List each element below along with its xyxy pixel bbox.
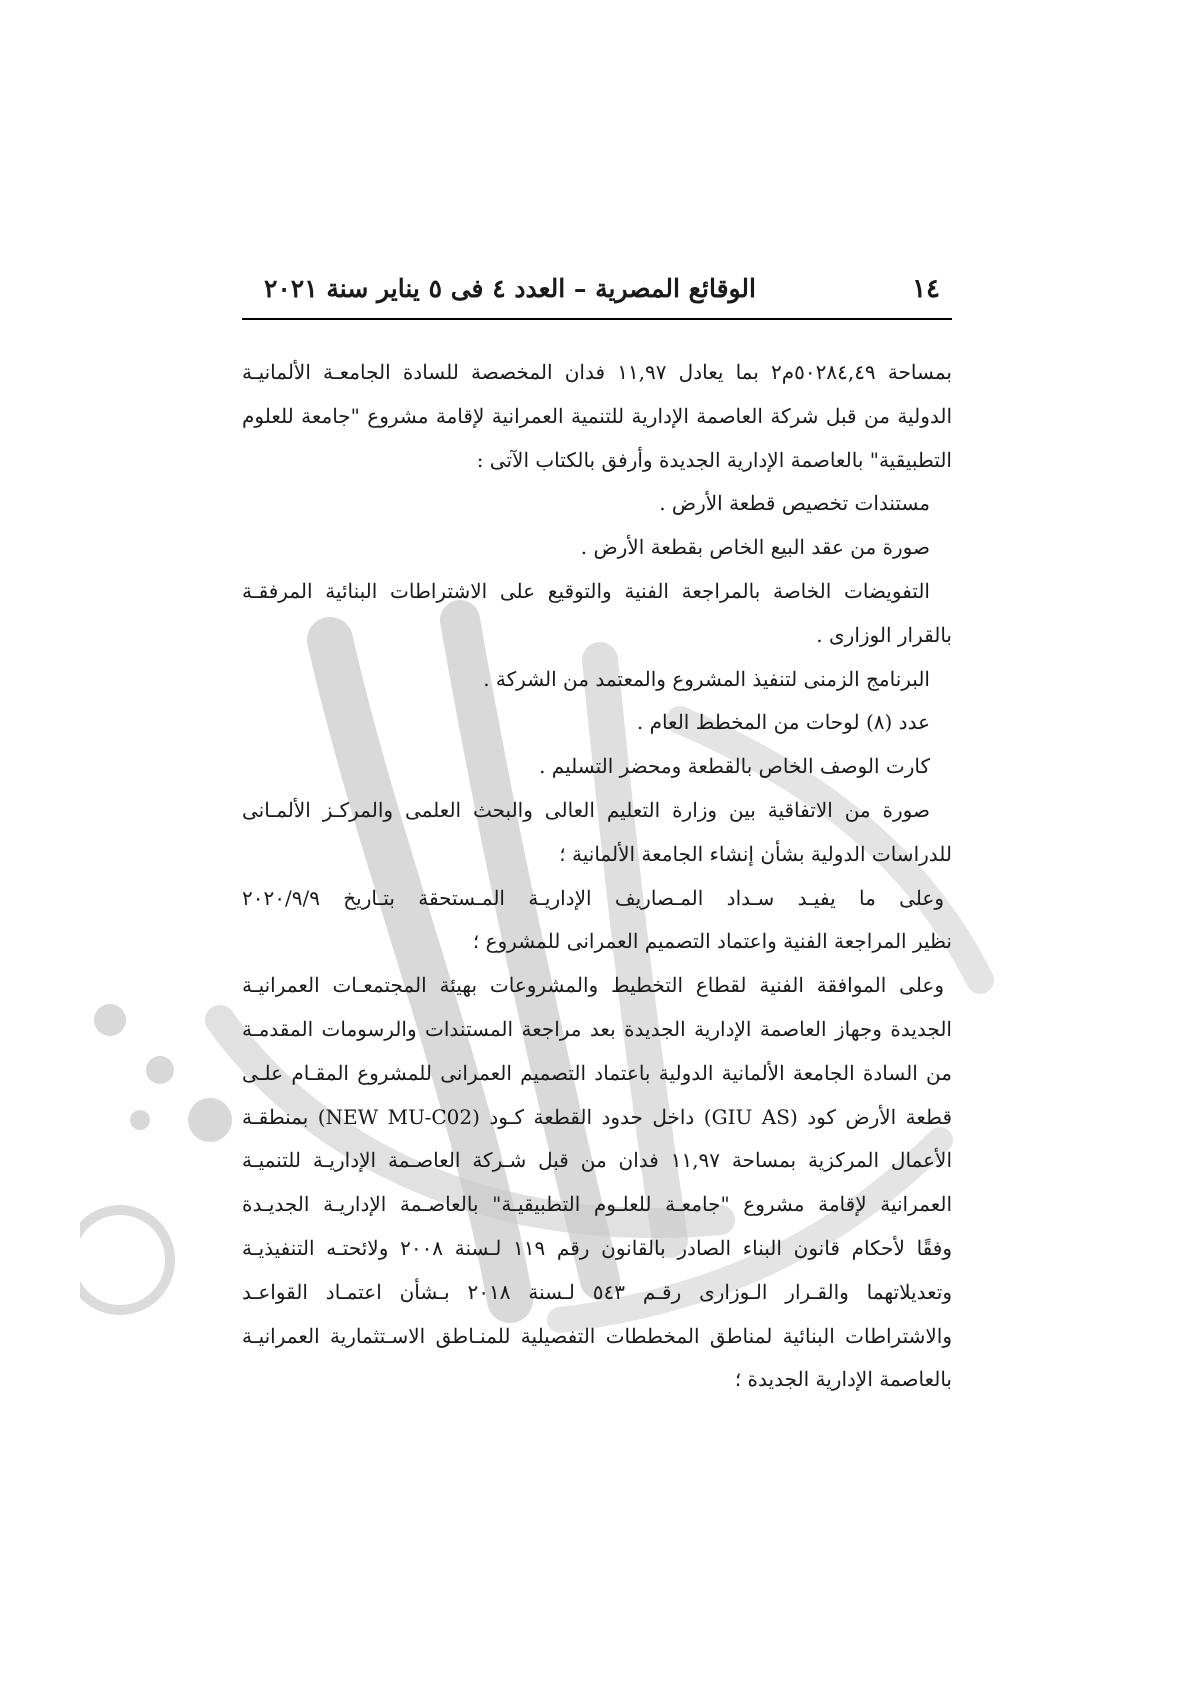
text-line: قطعة الأرض كود (GIU AS) داخل حدود القطعة كـود (NEW MU-C02) بمنطقـة bbox=[242, 1104, 953, 1129]
text-line: للدراسات الدولية بشأن إنشاء الجامعة الألمانية ؛ bbox=[559, 841, 952, 866]
document-body bbox=[242, 351, 952, 1402]
list-item: البرنامج الزمنى لتنفيذ المشروع والمعتمد من الشركة . bbox=[483, 666, 930, 691]
paragraph-start: وعلى الموافقة الفنية لقطاع التخطيط والمشروعات بهيئة المجتمعـات العمرانيـة bbox=[242, 973, 944, 998]
text-line: بالعاصمة الإدارية الجديدة ؛ bbox=[734, 1367, 952, 1392]
list-item: مستندات تخصيص قطعة الأرض . bbox=[659, 491, 930, 516]
list-item: كارت الوصف الخاص بالقطعة ومحضر التسليم . bbox=[539, 754, 930, 779]
page-header bbox=[242, 266, 952, 312]
text-line: التطبيقية" بالعاصمة الإدارية الجديدة وأرفق بالكتاب الآتى : bbox=[476, 447, 952, 472]
text-line: من السادة الجامعة الألمانية الدولية باعتماد التصميم العمرانى للمشروع المقـام علـى bbox=[242, 1060, 952, 1085]
list-item: عدد (٨) لوحات من المخطط العام . bbox=[636, 710, 930, 735]
text-line: وتعديلاتهما والقـرار الـوزارى رقـم ٥٤٣ لـسنة ٢٠١٨ بـشأن اعتمـاد القواعـد bbox=[242, 1279, 952, 1304]
header-rule bbox=[242, 318, 952, 320]
text-line: الأعمال المركزية بمساحة ١١,٩٧ فدان من قبل شـركة العاصـمة الإداريـة للتنميـة bbox=[242, 1148, 952, 1173]
text-line: العمرانية لإقامة مشروع "جامعـة للعلـوم التطبيقيـة" بالعاصـمة الإداريـة الجديـدة bbox=[242, 1192, 952, 1217]
gazette-title: الوقائع المصرية – العدد ٤ فى ٥ يناير سنة ٢٠٢١ bbox=[263, 274, 756, 303]
text-line: وفقًا لأحكام قانون البناء الصادر بالقانون رقم ١١٩ لـسنة ٢٠٠٨ ولائحتـه التنفيذيـة bbox=[242, 1235, 952, 1260]
page-number: ١٤ bbox=[912, 274, 940, 304]
paragraph-start: وعلى ما يفيـد سـداد المـصاريف الإداريـة المـستحقة بتـاريخ ٢٠٢٠/٩/٩ bbox=[242, 885, 944, 910]
text-line: بمساحة ٥٠٢٨٤,٤٩م٢ بما يعادل ١١,٩٧ فدان المخصصة للسادة الجامعـة الألمانيـة bbox=[242, 360, 953, 384]
text-line: نظير المراجعة الفنية واعتماد التصميم العمرانى للمشروع ؛ bbox=[472, 929, 952, 954]
text-line: الدولية من قبل شركة العاصمة الإدارية للتنمية العمرانية لإقامة مشروع "جامعة للعلوم bbox=[242, 403, 952, 428]
list-item: صورة من الاتفاقية بين وزارة التعليم العالى والبحث العلمى والمركـز الألمـانى bbox=[242, 797, 930, 822]
list-item: صورة من عقد البيع الخاص بقطعة الأرض . bbox=[580, 535, 930, 560]
text-line: بالقرار الوزارى . bbox=[816, 622, 952, 647]
text-line: الجديدة وجهاز العاصمة الإدارية الجديدة بعد مراجعة المستندات والرسومات المقدمـة bbox=[242, 1016, 952, 1041]
text-line: والاشتراطات البنائية لمناطق المخططات التفصيلية للمنـاطق الاسـتثمارية العمرانيـة bbox=[242, 1323, 952, 1348]
list-item: التفويضات الخاصة بالمراجعة الفنية والتوقيع على الاشتراطات البنائية المرفقـة bbox=[242, 578, 930, 603]
